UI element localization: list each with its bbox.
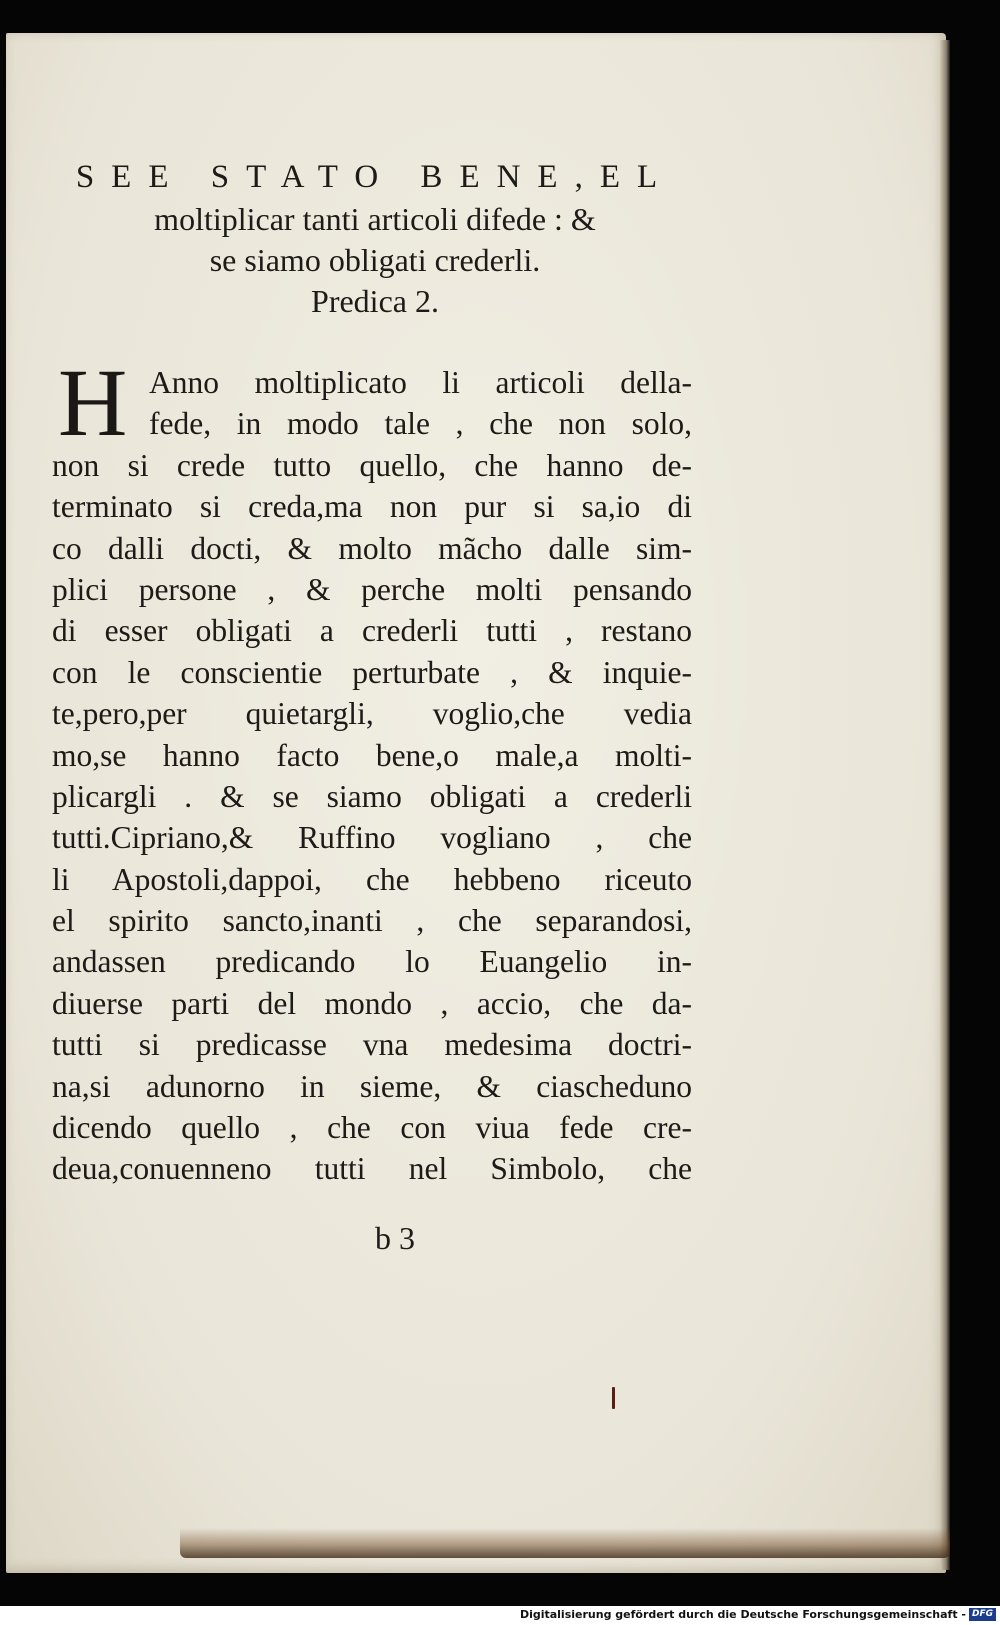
body-line: dicendo quello , che con viua fede cre- (52, 1110, 692, 1146)
body-line: co dalli docti, & molto mãcho dalle sim- (52, 530, 692, 566)
body-line: deua,conuenneno tutti nel Simbolo, che (52, 1151, 692, 1187)
body-line: con le conscientie perturbate , & inquie- (52, 654, 692, 690)
dfg-logo: DFG (969, 1608, 996, 1621)
body-line: terminato si creda,ma non pur si sa,io di (52, 489, 692, 525)
body-text (52, 349, 692, 1190)
body-line: non si crede tutto quello, che hanno de- (52, 447, 692, 483)
digitization-credit: Digitalisierung gefördert durch die Deutsche Forschungsgemeinschaft - (519, 1608, 966, 1621)
body-line: mo,se hanno facto bene,o male,a molti- (52, 737, 692, 773)
heading-subtitle-line: se siamo obligati crederli. (209, 242, 541, 278)
body-line: el spirito sancto,inanti , che separandosi, (52, 903, 692, 939)
body-line: Anno moltiplicato li articoli della- (149, 365, 692, 400)
body-line: plicargli . & se siamo obligati a crederli (52, 778, 692, 814)
page-edge (940, 40, 950, 1570)
body-line: andassen predicando lo Euangelio in- (52, 944, 692, 980)
ink-stain (612, 1387, 615, 1409)
drop-cap-initial: H (58, 349, 128, 456)
body-line: diuerse parti del mondo , accio, che da- (52, 985, 692, 1021)
body-line: di esser obligati a crederli tutti , restano (52, 613, 692, 649)
page-bottom-stain (180, 1528, 950, 1558)
body-line: tutti si predicasse vna medesima doctri- (52, 1027, 692, 1063)
heading-title-line: SEE STATO BENE,EL (75, 159, 675, 195)
body-line: li Apostoli,dappoi, che hebbeno riceuto (52, 861, 692, 897)
signature-mark: b 3 (375, 1220, 415, 1256)
heading-subtitle-line: moltiplicar tanti articoli difede : & (154, 201, 596, 237)
body-line: tutti.Cipriano,& Ruffino vogliano , che (52, 820, 692, 856)
chapter-heading (60, 155, 690, 322)
body-line: na,si adunorno in sieme, & ciascheduno (52, 1068, 692, 1104)
body-line: fede, in modo tale , che non solo, (149, 406, 692, 442)
heading-sermon-number: Predica 2. (311, 283, 439, 319)
body-line: te,pero,per quietargli, voglio,che vedia (52, 696, 692, 732)
body-line: plici persone , & perche molti pensando (52, 571, 692, 607)
